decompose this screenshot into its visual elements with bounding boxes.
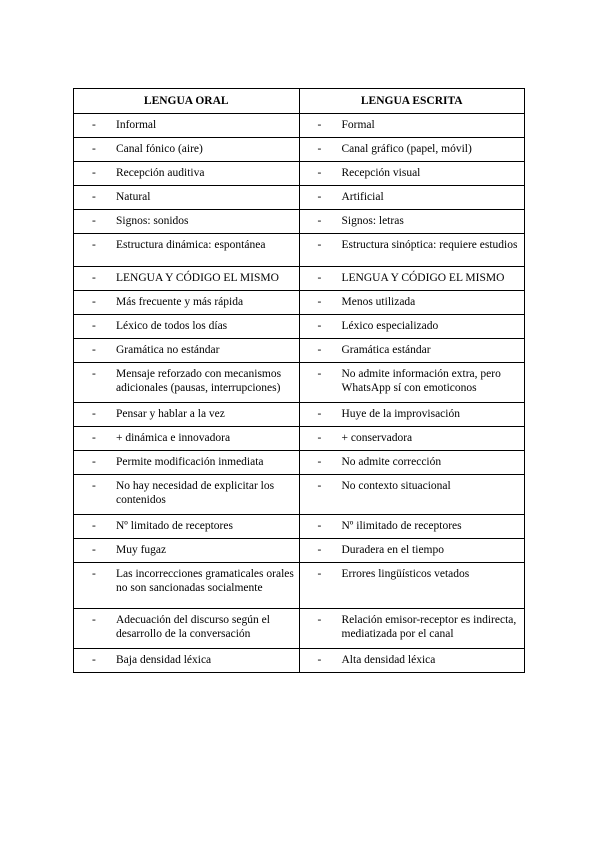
list-item bbox=[300, 210, 525, 232]
bullet-dash: - bbox=[92, 368, 96, 380]
bullet-dash: - bbox=[317, 568, 322, 580]
bullet-dash: - bbox=[317, 344, 322, 356]
table-row bbox=[74, 114, 525, 138]
list-item bbox=[74, 267, 299, 289]
cell-escrita bbox=[299, 162, 525, 186]
item-text: Artificial bbox=[341, 191, 384, 203]
list-item bbox=[300, 138, 525, 160]
list-item bbox=[74, 114, 299, 136]
cell-escrita bbox=[299, 539, 525, 563]
cell-oral bbox=[74, 475, 300, 515]
bullet-dash: - bbox=[92, 272, 96, 284]
item-text: Pensar y hablar a la vez bbox=[116, 408, 225, 420]
bullet-dash: - bbox=[317, 614, 322, 626]
bullet-dash: - bbox=[92, 320, 96, 332]
list-item bbox=[300, 427, 525, 449]
bullet-dash: - bbox=[317, 143, 322, 155]
bullet-dash: - bbox=[317, 119, 322, 131]
bullet-dash: - bbox=[92, 167, 96, 179]
cell-oral bbox=[74, 451, 300, 475]
bullet-dash: - bbox=[92, 654, 96, 666]
table-row bbox=[74, 515, 525, 539]
table-row bbox=[74, 451, 525, 475]
cell-oral bbox=[74, 291, 300, 315]
list-item bbox=[300, 315, 525, 337]
bullet-dash: - bbox=[92, 544, 96, 556]
item-text: Relación emisor-receptor es indirecta, mediatizada por el canal bbox=[341, 614, 517, 640]
cell-escrita bbox=[299, 291, 525, 315]
cell-oral bbox=[74, 210, 300, 234]
table-row bbox=[74, 363, 525, 403]
cell-escrita bbox=[299, 451, 525, 475]
bullet-dash: - bbox=[92, 480, 96, 492]
bullet-dash: - bbox=[92, 239, 96, 251]
list-item bbox=[74, 515, 299, 537]
item-text: + dinámica e innovadora bbox=[116, 432, 231, 444]
cell-oral bbox=[74, 186, 300, 210]
list-item bbox=[74, 162, 299, 184]
list-item bbox=[300, 475, 525, 497]
table-row bbox=[74, 427, 525, 451]
item-text: Más frecuente y más rápida bbox=[116, 296, 244, 308]
bullet-dash: - bbox=[92, 344, 96, 356]
item-text: Alta densidad léxica bbox=[341, 654, 436, 666]
item-text: Canal gráfico (papel, móvil) bbox=[341, 143, 472, 155]
table-row bbox=[74, 138, 525, 162]
cell-escrita bbox=[299, 475, 525, 515]
bullet-dash: - bbox=[92, 614, 96, 626]
list-item bbox=[74, 649, 299, 671]
item-text: Duradera en el tiempo bbox=[341, 544, 444, 556]
bullet-dash: - bbox=[92, 119, 96, 131]
cell-oral bbox=[74, 427, 300, 451]
cell-oral bbox=[74, 363, 300, 403]
list-item bbox=[74, 291, 299, 313]
list-item bbox=[300, 539, 525, 561]
cell-oral bbox=[74, 515, 300, 539]
item-text: No admite corrección bbox=[341, 456, 442, 468]
cell-escrita bbox=[299, 649, 525, 673]
item-text: Formal bbox=[341, 119, 375, 131]
list-item bbox=[74, 315, 299, 337]
table-row bbox=[74, 291, 525, 315]
bullet-dash: - bbox=[92, 191, 96, 203]
table-row bbox=[74, 186, 525, 210]
list-item bbox=[300, 162, 525, 184]
cell-oral bbox=[74, 162, 300, 186]
bullet-dash: - bbox=[317, 320, 322, 332]
item-text: Informal bbox=[116, 119, 157, 131]
item-text: Adecuación del discurso según el desarrollo de la conversación bbox=[116, 614, 270, 640]
cell-escrita bbox=[299, 363, 525, 403]
list-item bbox=[74, 210, 299, 232]
list-item bbox=[300, 515, 525, 537]
cell-escrita bbox=[299, 234, 525, 267]
table-row bbox=[74, 649, 525, 673]
item-text: No contexto situacional bbox=[341, 480, 451, 492]
item-text: Recepción auditiva bbox=[116, 167, 205, 179]
item-text: Mensaje reforzado con mecanismos adicionales (pausas, interrupciones) bbox=[116, 368, 282, 394]
table-row bbox=[74, 475, 525, 515]
cell-escrita bbox=[299, 315, 525, 339]
table-body bbox=[74, 114, 525, 673]
cell-oral bbox=[74, 234, 300, 267]
cell-escrita bbox=[299, 403, 525, 427]
item-text: Canal fónico (aire) bbox=[116, 143, 203, 155]
bullet-dash: - bbox=[317, 239, 322, 251]
bullet-dash: - bbox=[317, 456, 322, 468]
bullet-dash: - bbox=[317, 544, 322, 556]
item-text: Huye de la improvisación bbox=[341, 408, 460, 420]
cell-oral bbox=[74, 563, 300, 609]
list-item bbox=[74, 186, 299, 208]
list-item bbox=[74, 609, 299, 645]
list-item bbox=[300, 363, 525, 399]
item-text: Permite modificación inmediata bbox=[116, 456, 264, 468]
cell-oral bbox=[74, 315, 300, 339]
item-text: LENGUA Y CÓDIGO EL MISMO bbox=[341, 272, 505, 284]
bullet-dash: - bbox=[317, 408, 322, 420]
cell-oral bbox=[74, 114, 300, 138]
list-item bbox=[300, 649, 525, 671]
bullet-dash: - bbox=[317, 654, 322, 666]
bullet-dash: - bbox=[317, 191, 322, 203]
item-text: Léxico de todos los días bbox=[116, 320, 228, 332]
list-item bbox=[300, 267, 525, 289]
cell-oral bbox=[74, 138, 300, 162]
bullet-dash: - bbox=[317, 368, 322, 380]
table-row bbox=[74, 403, 525, 427]
header-lengua-escrita: LENGUA ESCRITA bbox=[299, 89, 525, 114]
cell-escrita bbox=[299, 563, 525, 609]
cell-escrita bbox=[299, 210, 525, 234]
item-text: Errores lingüísticos vetados bbox=[341, 568, 470, 580]
cell-oral bbox=[74, 267, 300, 291]
list-item bbox=[74, 403, 299, 425]
cell-escrita bbox=[299, 186, 525, 210]
list-item bbox=[300, 291, 525, 313]
cell-oral bbox=[74, 649, 300, 673]
bullet-dash: - bbox=[317, 272, 322, 284]
item-text: Estructura dinámica: espontánea bbox=[116, 239, 266, 251]
item-text: Nº ilimitado de receptores bbox=[341, 520, 462, 532]
table-row bbox=[74, 609, 525, 649]
cell-escrita bbox=[299, 339, 525, 363]
item-text: Gramática estándar bbox=[341, 344, 431, 356]
list-item bbox=[74, 539, 299, 561]
cell-escrita bbox=[299, 138, 525, 162]
bullet-dash: - bbox=[317, 296, 322, 308]
item-text: Gramática no estándar bbox=[116, 344, 220, 356]
table-row bbox=[74, 234, 525, 267]
table-row bbox=[74, 339, 525, 363]
bullet-dash: - bbox=[317, 520, 322, 532]
cell-oral bbox=[74, 539, 300, 563]
list-item bbox=[300, 186, 525, 208]
bullet-dash: - bbox=[317, 167, 322, 179]
item-text: Recepción visual bbox=[341, 167, 421, 179]
list-item bbox=[300, 234, 525, 256]
item-text: + conservadora bbox=[341, 432, 413, 444]
list-item bbox=[74, 363, 299, 399]
header-lengua-oral: LENGUA ORAL bbox=[74, 89, 300, 114]
table-row bbox=[74, 563, 525, 609]
list-item bbox=[300, 451, 525, 473]
bullet-dash: - bbox=[317, 480, 322, 492]
bullet-dash: - bbox=[92, 568, 96, 580]
cell-escrita bbox=[299, 515, 525, 539]
item-text: Signos: letras bbox=[341, 215, 404, 227]
list-item bbox=[300, 609, 525, 645]
list-item bbox=[300, 403, 525, 425]
item-text: LENGUA Y CÓDIGO EL MISMO bbox=[116, 272, 279, 284]
list-item bbox=[300, 563, 525, 585]
item-text: Nº limitado de receptores bbox=[116, 520, 233, 532]
cell-escrita bbox=[299, 114, 525, 138]
list-item bbox=[74, 234, 299, 256]
item-text: Signos: sonidos bbox=[116, 215, 189, 227]
table-row bbox=[74, 162, 525, 186]
table-row bbox=[74, 210, 525, 234]
bullet-dash: - bbox=[92, 215, 96, 227]
table-row bbox=[74, 315, 525, 339]
bullet-dash: - bbox=[317, 215, 322, 227]
comparison-table bbox=[73, 88, 525, 673]
item-text: Léxico especializado bbox=[341, 320, 439, 332]
item-text: Las incorrecciones gramaticales orales no son sancionadas socialmente bbox=[116, 568, 294, 594]
bullet-dash: - bbox=[92, 520, 96, 532]
table-header-row bbox=[74, 89, 525, 114]
list-item bbox=[74, 138, 299, 160]
bullet-dash: - bbox=[92, 408, 96, 420]
list-item bbox=[74, 451, 299, 473]
cell-escrita bbox=[299, 609, 525, 649]
item-text: Baja densidad léxica bbox=[116, 654, 212, 666]
list-item bbox=[74, 475, 299, 511]
bullet-dash: - bbox=[92, 296, 96, 308]
item-text: No admite información extra, pero WhatsApp sí con emoticonos bbox=[341, 368, 501, 394]
table-row bbox=[74, 267, 525, 291]
list-item bbox=[74, 427, 299, 449]
cell-escrita bbox=[299, 267, 525, 291]
bullet-dash: - bbox=[92, 143, 96, 155]
cell-escrita bbox=[299, 427, 525, 451]
bullet-dash: - bbox=[317, 432, 322, 444]
cell-oral bbox=[74, 339, 300, 363]
item-text: Menos utilizada bbox=[341, 296, 416, 308]
cell-oral bbox=[74, 403, 300, 427]
bullet-dash: - bbox=[92, 456, 96, 468]
item-text: Muy fugaz bbox=[116, 544, 167, 556]
item-text: Natural bbox=[116, 191, 151, 203]
bullet-dash: - bbox=[92, 432, 96, 444]
list-item bbox=[300, 114, 525, 136]
item-text: No hay necesidad de explicitar los contenidos bbox=[116, 480, 275, 506]
list-item bbox=[300, 339, 525, 361]
cell-oral bbox=[74, 609, 300, 649]
table-row bbox=[74, 539, 525, 563]
list-item bbox=[74, 339, 299, 361]
list-item bbox=[74, 563, 299, 599]
item-text: Estructura sinóptica: requiere estudios bbox=[341, 239, 518, 251]
